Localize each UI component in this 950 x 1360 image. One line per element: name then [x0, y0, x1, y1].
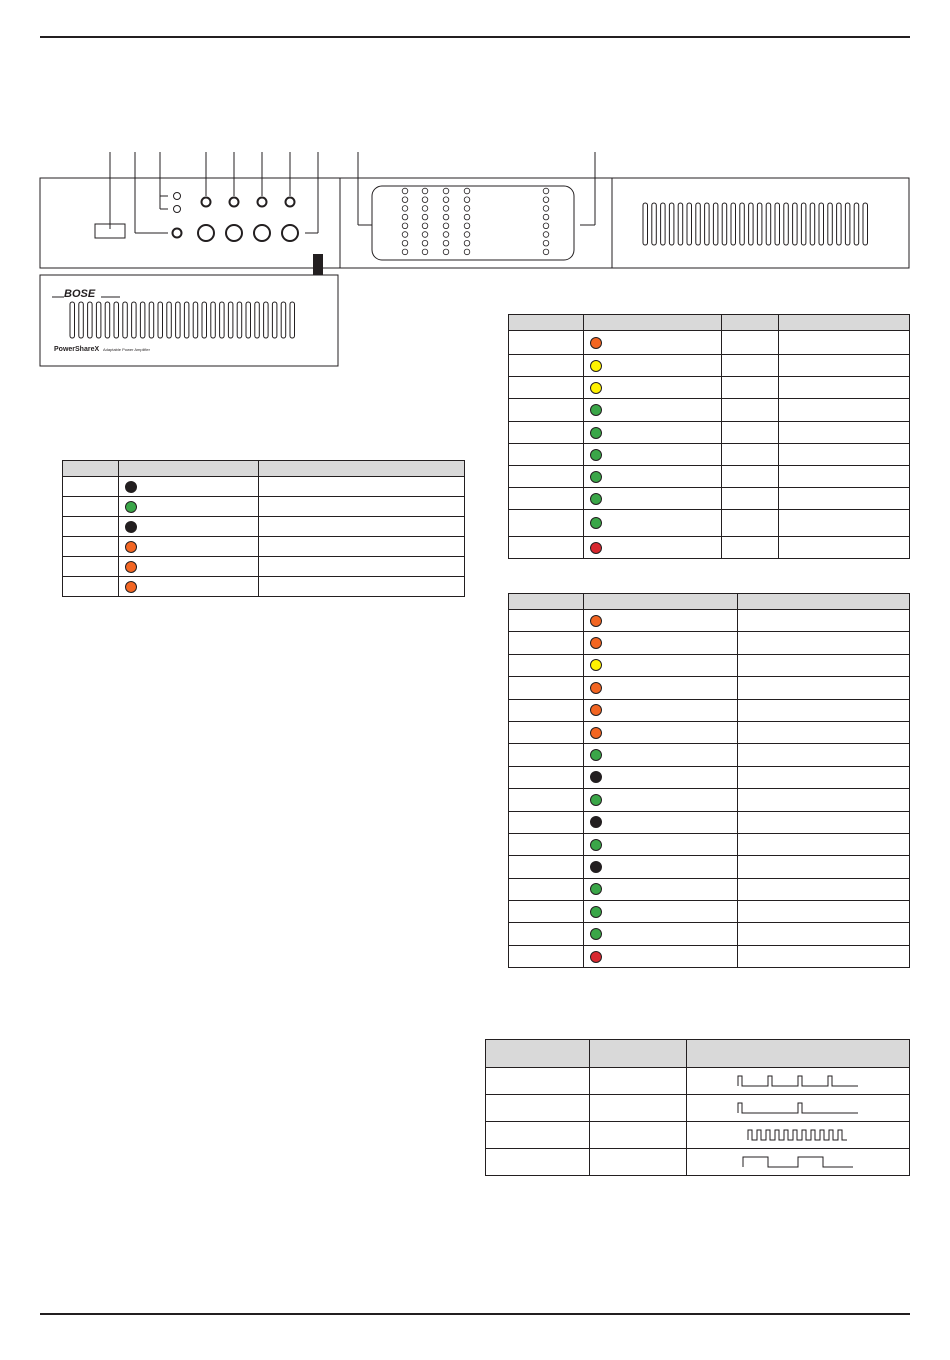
table-row: [509, 677, 910, 699]
vent-slot-icon: [678, 203, 683, 245]
table-row: [509, 833, 910, 855]
panel-led-icon: [443, 223, 449, 229]
green-led-icon: [125, 501, 137, 513]
vent-slot-icon: [652, 203, 657, 245]
black-led-icon: [125, 521, 137, 533]
table-row: [509, 811, 910, 833]
table-row: [509, 444, 910, 466]
panel-led-icon: [443, 249, 449, 255]
table-row: [509, 610, 910, 632]
table-row: [509, 537, 910, 559]
vent-slot-icon: [784, 203, 789, 245]
table-row: [509, 923, 910, 945]
vent-slot-icon: [810, 203, 815, 245]
panel-led-icon: [422, 197, 428, 203]
red-led-icon: [590, 542, 602, 554]
vent-slot-icon: [854, 203, 859, 245]
vent-slot-icon: [687, 203, 692, 245]
table-row: [509, 699, 910, 721]
table-row: [63, 577, 465, 597]
panel-led-icon: [422, 240, 428, 246]
panel-led-icon: [402, 188, 408, 194]
panel-led-icon: [464, 214, 470, 220]
yellow-led-icon: [590, 659, 602, 671]
vent-slot-icon: [837, 203, 842, 245]
vent-slot-icon: [845, 203, 850, 245]
panel-led-icon: [464, 206, 470, 212]
panel-led-icon: [422, 249, 428, 255]
table-row: [509, 744, 910, 766]
table-row: [509, 721, 910, 743]
table-row: [509, 422, 910, 444]
vent-slot-icon: [661, 203, 666, 245]
vent-slot-icon: [775, 203, 780, 245]
vent-slot-icon: [766, 203, 771, 245]
green-led-icon: [590, 427, 602, 439]
panel-led-icon: [402, 240, 408, 246]
panel-led-icon: [443, 232, 449, 238]
green-led-icon: [590, 517, 602, 529]
orange-led-icon: [590, 637, 602, 649]
orange-led-icon: [590, 337, 602, 349]
panel-led-icon: [543, 197, 549, 203]
panel-led-icon: [443, 240, 449, 246]
table-row: [63, 477, 465, 497]
orange-led-icon: [125, 581, 137, 593]
table-row: [486, 1095, 910, 1122]
table-row: [509, 901, 910, 923]
vent-slot-icon: [740, 203, 745, 245]
table-row: [509, 856, 910, 878]
green-led-icon: [590, 794, 602, 806]
single-pulse-waveform-icon: [736, 1101, 861, 1115]
green-led-icon: [590, 839, 602, 851]
green-led-icon: [590, 749, 602, 761]
panel-led-icon: [443, 197, 449, 203]
green-led-icon: [590, 404, 602, 416]
green-led-icon: [590, 493, 602, 505]
panel-led-icon: [402, 249, 408, 255]
table-row: [509, 399, 910, 422]
vent-slot-icon: [828, 203, 833, 245]
yellow-led-icon: [590, 382, 602, 394]
panel-led-icon: [543, 206, 549, 212]
panel-led-icon: [543, 249, 549, 255]
table-row: [509, 654, 910, 676]
product-desc: Adaptable Power Amplifier: [103, 347, 150, 352]
bose-logo: BOSE: [64, 288, 96, 300]
panel-led-icon: [422, 223, 428, 229]
table-row: [63, 517, 465, 537]
orange-led-icon: [590, 682, 602, 694]
panel-led-icon: [402, 223, 408, 229]
vent-slot-icon: [696, 203, 701, 245]
panel-led-icon: [464, 223, 470, 229]
product-name: PowerShareX: [54, 346, 100, 353]
vent-slot-icon: [669, 203, 674, 245]
table-header-row: [509, 594, 910, 610]
vent-slot-icon: [643, 203, 648, 245]
table-a: [62, 460, 465, 597]
table-row: [486, 1149, 910, 1176]
panel-led-icon: [443, 206, 449, 212]
table-row: [509, 377, 910, 399]
panel-led-icon: [443, 188, 449, 194]
vent-slot-icon: [801, 203, 806, 245]
table-c: [508, 593, 910, 968]
red-led-icon: [590, 951, 602, 963]
panel-led-icon: [464, 188, 470, 194]
table-row: [509, 766, 910, 788]
wide-pulse-waveform-icon: [736, 1155, 861, 1169]
orange-led-icon: [590, 704, 602, 716]
slow-blink-waveform-icon: [736, 1074, 861, 1088]
table-row: [509, 355, 910, 377]
table-header-row: [63, 461, 465, 477]
table-header-row: [486, 1040, 910, 1068]
panel-led-icon: [543, 188, 549, 194]
panel-led-icon: [422, 214, 428, 220]
green-led-icon: [590, 883, 602, 895]
orange-led-icon: [590, 615, 602, 627]
table-row: [509, 510, 910, 537]
panel-led-icon: [443, 214, 449, 220]
vent-slot-icon: [713, 203, 718, 245]
green-led-icon: [590, 928, 602, 940]
orange-led-icon: [590, 727, 602, 739]
panel-led-icon: [543, 240, 549, 246]
table-row: [63, 537, 465, 557]
table-row: [509, 789, 910, 811]
bottom-rule: [40, 1313, 910, 1315]
panel-led-icon: [464, 232, 470, 238]
vent-slot-icon: [819, 203, 824, 245]
table-header-row: [509, 315, 910, 331]
table-row: [509, 632, 910, 654]
panel-led-icon: [422, 232, 428, 238]
black-led-icon: [590, 816, 602, 828]
panel-led-icon: [464, 240, 470, 246]
table-row: [509, 488, 910, 510]
black-led-icon: [125, 481, 137, 493]
panel-led-icon: [464, 197, 470, 203]
table-row: [63, 497, 465, 517]
table-d: [485, 1039, 910, 1176]
table-row: [63, 557, 465, 577]
table-row: [509, 878, 910, 900]
table-b: [508, 314, 910, 559]
vent-slot-icon: [757, 203, 762, 245]
table-row: [509, 466, 910, 488]
table-row: [509, 331, 910, 355]
vent-slot-icon: [749, 203, 754, 245]
table-row: [509, 945, 910, 967]
table-row: [486, 1068, 910, 1095]
panel-led-icon: [422, 188, 428, 194]
panel-led-icon: [543, 232, 549, 238]
vent-slot-icon: [863, 203, 868, 245]
panel-led-icon: [543, 223, 549, 229]
green-led-icon: [590, 449, 602, 461]
table-row: [486, 1122, 910, 1149]
green-led-icon: [590, 906, 602, 918]
panel-led-icon: [402, 232, 408, 238]
yellow-led-icon: [590, 360, 602, 372]
vent-slot-icon: [731, 203, 736, 245]
panel-led-icon: [543, 214, 549, 220]
panel-led-icon: [422, 206, 428, 212]
orange-led-icon: [125, 561, 137, 573]
panel-led-icon: [402, 197, 408, 203]
panel-led-icon: [464, 249, 470, 255]
orange-led-icon: [125, 541, 137, 553]
black-led-icon: [590, 771, 602, 783]
fast-blink-waveform-icon: [736, 1128, 861, 1142]
vent-slot-icon: [705, 203, 710, 245]
panel-led-icon: [402, 214, 408, 220]
panel-led-icon: [402, 206, 408, 212]
vent-slot-icon: [793, 203, 798, 245]
black-led-icon: [590, 861, 602, 873]
vent-slot-icon: [722, 203, 727, 245]
green-led-icon: [590, 471, 602, 483]
